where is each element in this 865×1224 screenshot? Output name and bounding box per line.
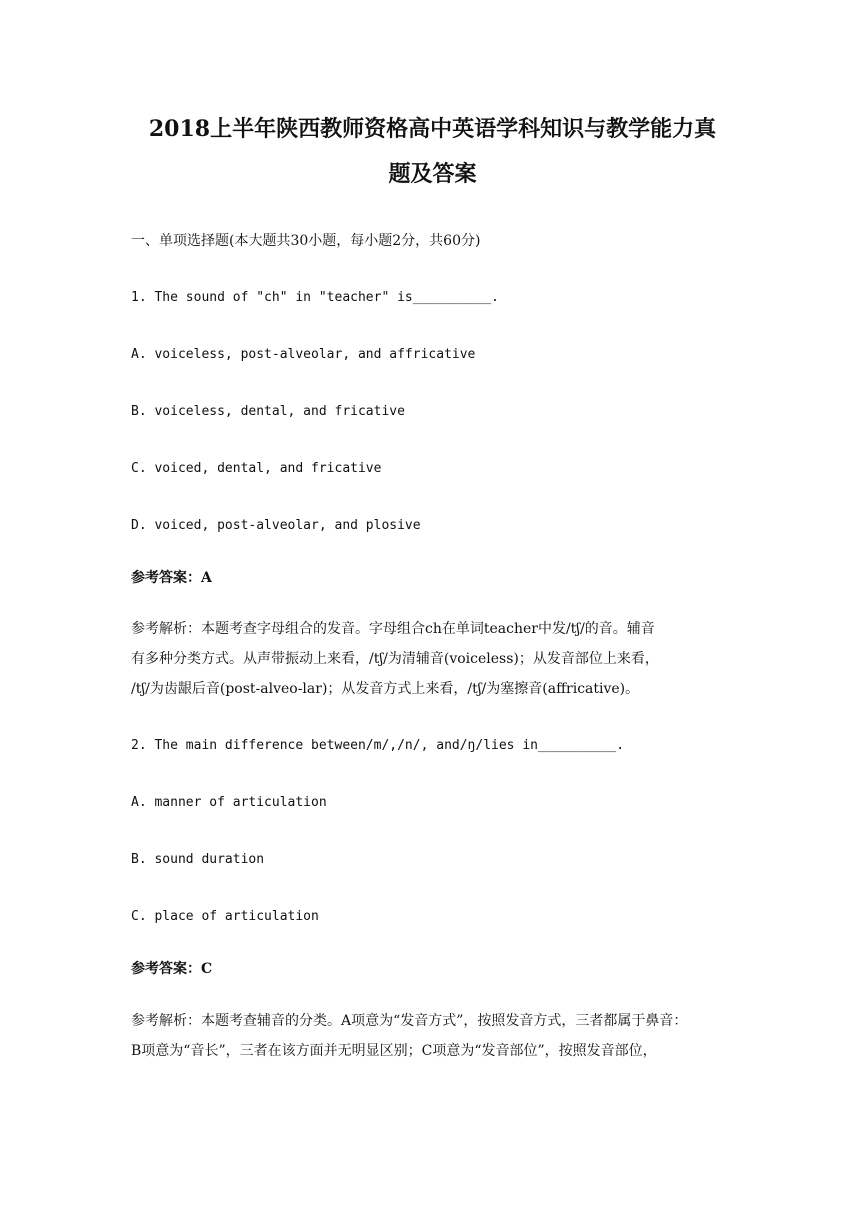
question-1-stem: 1. The sound of "ch" in "teacher" is__________. [131, 290, 499, 305]
question-1-explanation-line-3: /tʃ/为齿龈后音(post-alveo-lar)；从发音方式上来看，/tʃ/为塞擦音(affricative)。 [131, 681, 640, 697]
question-2-option-a: A. manner of articulation [131, 795, 327, 810]
question-1-explanation-line-1: 参考解析：本题考查字母组合的发音。字母组合ch在单词teacher中发/tʃ/的音。辅音 [131, 621, 655, 637]
question-1-explanation-line-2: 有多种分类方式。从声带振动上来看，/tʃ/为清辅音(voiceless)；从发音部位上来看， [131, 651, 659, 667]
question-2-option-b: B. sound duration [131, 852, 265, 867]
question-1-answer: 参考答案：A [131, 570, 212, 586]
question-2-answer: 参考答案：C [131, 961, 213, 977]
document-title-line-2: 题及答案 [388, 161, 477, 187]
question-1-option-b: B. voiceless, dental, and fricative [131, 404, 405, 419]
section-heading: 一、单项选择题(本大题共30小题，每小题2分，共60分) [131, 233, 481, 249]
question-1-option-a: A. voiceless, post-alveolar, and affricative [131, 347, 476, 362]
question-2-option-c: C. place of articulation [131, 909, 319, 924]
question-2-explanation-line-1: 参考解析：本题考查辅音的分类。A项意为“发音方式”，按照发音方式，三者都属于鼻音： [131, 1013, 688, 1029]
document-title-line-1: 2018上半年陕西教师资格高中英语学科知识与教学能力真 [148, 116, 717, 142]
question-1-option-d: D. voiced, post-alveolar, and plosive [131, 518, 421, 533]
question-2-explanation-line-2: B项意为“音长”，三者在该方面并无明显区别；C项意为“发音部位”，按照发音部位， [131, 1043, 657, 1059]
question-2-stem: 2. The main difference between/m/,/n/, and/ŋ/lies in__________. [131, 738, 625, 753]
question-1-option-c: C. voiced, dental, and fricative [131, 461, 382, 476]
